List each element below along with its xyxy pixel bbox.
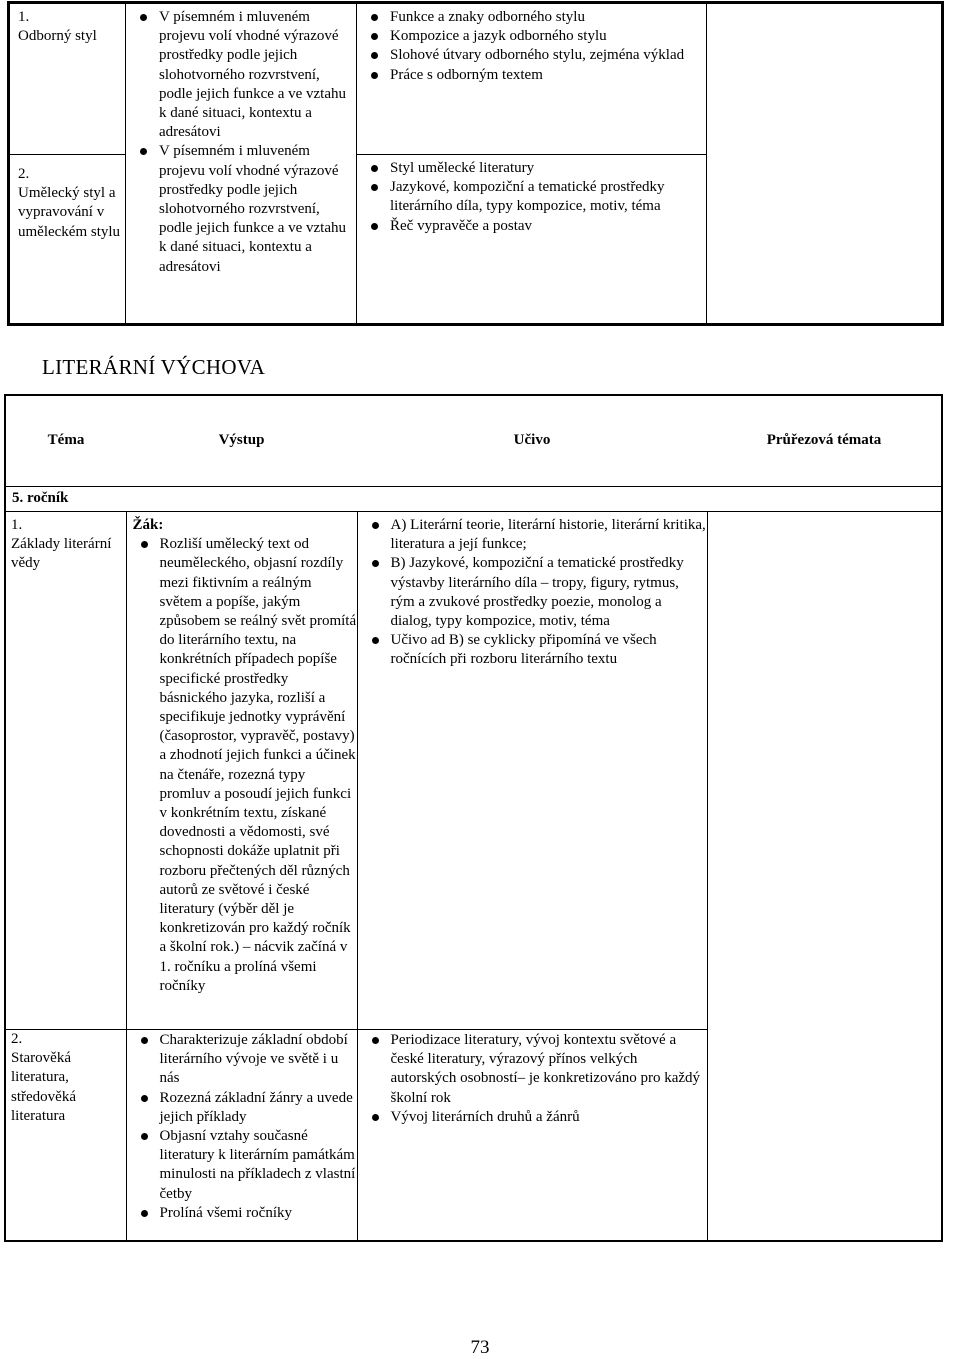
theme-number: 1. <box>11 517 23 533</box>
content-cell <box>357 1030 707 1242</box>
content-cell <box>357 512 707 1030</box>
output-cell <box>126 512 357 1030</box>
list-item: A) Literární teorie, literární historie, literární kritika, literatura a její funkce; <box>358 516 707 554</box>
cross-cutting-cell <box>707 512 942 1242</box>
theme-cell <box>5 512 126 1030</box>
output-cell <box>126 3 357 325</box>
list-item: V písemném i mluveném projevu volí vhodné výrazové prostředky podle jejich slohotvorného rozvrstvení, podle jejich funkce a ve vztahu k dané situaci, kontextu a adresátovi <box>126 8 356 142</box>
theme-cell <box>5 1030 126 1242</box>
table-row <box>9 3 943 155</box>
cross-cutting-cell <box>707 3 943 325</box>
table-row <box>5 512 942 1030</box>
list-item: Řeč vypravěče a postav <box>357 217 706 236</box>
header-ucivo: Učivo <box>513 432 551 449</box>
list-item: Funkce a znaky odborného stylu <box>357 8 706 27</box>
theme-title: Starověká literatura, středověká literatura <box>11 1050 76 1124</box>
list-item: Rozezná základní žánry a uvede jejich příklady <box>127 1089 357 1127</box>
list-item: Periodizace literatury, vývoj kontextu světové a české literatury, výrazový přínos velkých autorských osobností– je konkretizováno pro každý školní rok <box>358 1031 707 1108</box>
list-item: Charakterizuje základní období literárního vývoje ve světě i u nás <box>127 1031 357 1089</box>
list-item: Práce s odborným textem <box>357 66 706 85</box>
theme-number: 2. <box>11 1031 23 1047</box>
theme-cell <box>9 155 126 325</box>
top-curriculum-table <box>7 1 944 326</box>
page-number: 73 <box>470 1337 490 1358</box>
header-prurezova-temata: Průřezová témata <box>766 432 882 449</box>
theme-title: Odborný styl <box>18 28 97 45</box>
content-cell <box>357 155 707 325</box>
pupil-label: Žák: <box>132 517 164 533</box>
list-item: Vývoj literárních druhů a žánrů <box>358 1108 707 1127</box>
grade-row <box>5 487 942 512</box>
header-tema: Téma <box>47 432 85 449</box>
theme-title: Umělecký styl a vypravování v uměleckém stylu <box>18 185 121 240</box>
list-item: Objasní vztahy současné literatury k literárním památkám minulosti na příkladech z vlastní četby <box>127 1127 357 1204</box>
literature-curriculum-table <box>4 394 943 1242</box>
list-item: Učivo ad B) se cyklicky připomíná ve všech ročnících při rozboru literárního textu <box>358 631 707 669</box>
header-vystup: Výstup <box>218 432 265 449</box>
list-item: V písemném i mluveném projevu volí vhodné výrazové prostředky podle jejich slohotvorného rozvrstvení, podle jejich funkce a ve vztahu k dané situaci, kontextu a adresátovi <box>126 142 356 276</box>
list-item: Rozliší umělecký text od neuměleckého, objasní rozdíly mezi fiktivním a reálným světem a popíše, jakým způsobem se reálný svět promítá do literárního textu, na konkrétních případech popíše specifické prostředky básnického jazyka, rozliší a specifikuje jednotky vyprávění (časoprostor, vypravěč, postavy) a zhodnotí jejich funkci a účinek na čtenáře, rozezná typy promluv a posoudí jejich funkci v konkrétním textu, získané dovednosti a vědomosti, své schopnosti dokáže uplatnit při rozboru přečtených děl různých autorů ze světové i české literatury (výběr děl je konkretizován pro každý ročník a školní rok.) – nácvik začíná v 1. ročníku a prolíná všemi ročníky <box>127 535 357 996</box>
output-cell <box>126 1030 357 1242</box>
theme-number: 1. <box>18 9 30 25</box>
list-item: Prolíná všemi ročníky <box>127 1204 357 1223</box>
list-item: Styl umělecké literatury <box>357 159 706 178</box>
grade-label: 5. ročník <box>5 487 942 512</box>
list-item: B) Jazykové, kompoziční a tematické prostředky výstavby literárního díla – tropy, figury, rytmus, rým a zvukové prostředky poezie, monolog a dialog, typy kompozice, motiv, téma <box>358 554 707 631</box>
theme-cell <box>9 3 126 155</box>
content-cell <box>357 3 707 155</box>
list-item: Slohové útvary odborného stylu, zejména výklad <box>357 46 706 65</box>
list-item: Kompozice a jazyk odborného stylu <box>357 27 706 46</box>
section-title: LITERÁRNÍ VÝCHOVA <box>42 355 266 379</box>
list-item: Jazykové, kompoziční a tematické prostředky literárního díla, typy kompozice, motiv, téma <box>357 178 706 216</box>
theme-title: Základy literární vědy <box>11 536 112 572</box>
table-header-row <box>5 395 942 487</box>
theme-number: 2. <box>18 166 30 182</box>
